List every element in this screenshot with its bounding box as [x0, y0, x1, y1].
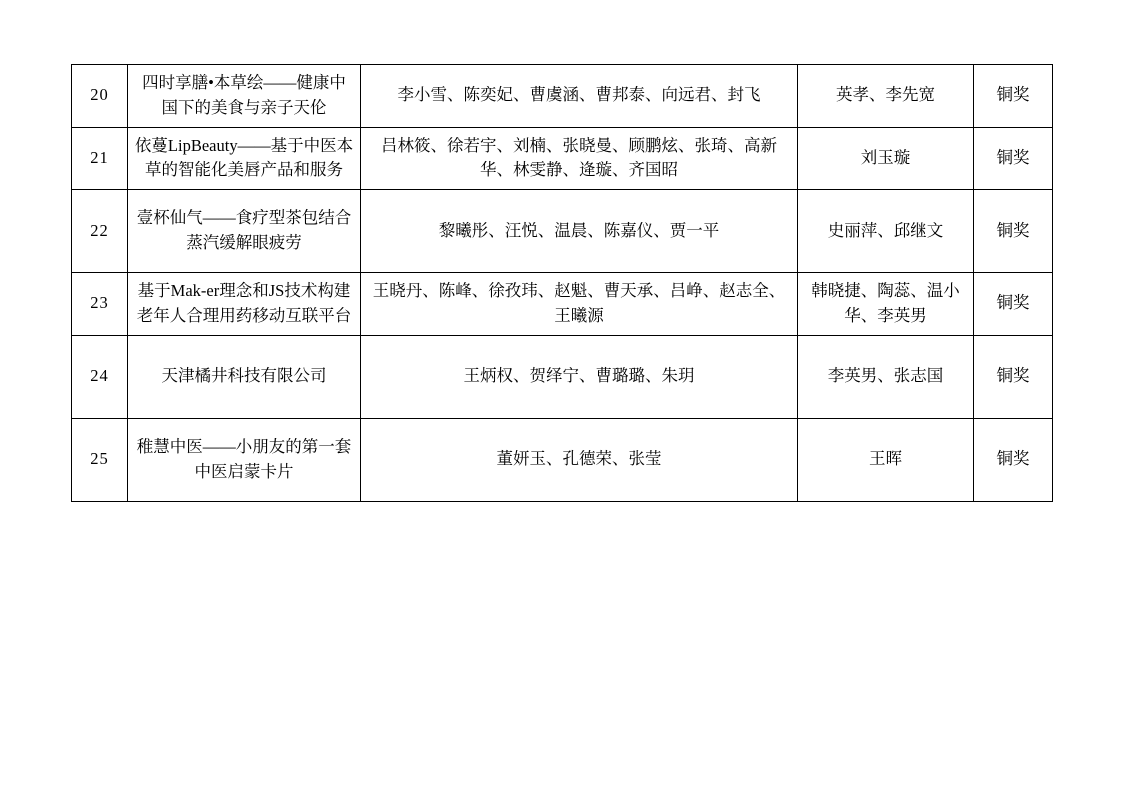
project-name: 基于Mak-er理念和JS技术构建老年人合理用药移动互联平台 [128, 273, 361, 336]
project-name: 四时享膳•本草绘——健康中国下的美食与亲子天伦 [128, 65, 361, 128]
award-table-container [71, 64, 1052, 502]
advisors: 英孝、李先宽 [798, 65, 974, 128]
award-table-body [72, 65, 1053, 502]
table-row [72, 127, 1053, 190]
row-number: 24 [72, 335, 128, 418]
team-members: 王炳权、贺绎宁、曹璐璐、朱玥 [361, 335, 798, 418]
table-row [72, 65, 1053, 128]
row-number: 21 [72, 127, 128, 190]
row-number: 22 [72, 190, 128, 273]
team-members: 黎曦彤、汪悦、温晨、陈嘉仪、贾一平 [361, 190, 798, 273]
project-name: 天津橘井科技有限公司 [128, 335, 361, 418]
award-level: 铜奖 [974, 65, 1053, 128]
award-table [71, 64, 1053, 502]
project-name: 壹杯仙气——食疗型茶包结合蒸汽缓解眼疲劳 [128, 190, 361, 273]
award-level: 铜奖 [974, 418, 1053, 501]
advisors: 刘玉璇 [798, 127, 974, 190]
row-number: 20 [72, 65, 128, 128]
award-level: 铜奖 [974, 127, 1053, 190]
table-row [72, 335, 1053, 418]
advisors: 史丽萍、邱继文 [798, 190, 974, 273]
team-members: 王晓丹、陈峰、徐孜玮、赵魁、曹天承、吕峥、赵志全、王曦源 [361, 273, 798, 336]
advisors: 李英男、张志国 [798, 335, 974, 418]
advisors: 韩晓捷、陶蕊、温小华、李英男 [798, 273, 974, 336]
team-members: 李小雪、陈奕妃、曹虞涵、曹邦泰、向远君、封飞 [361, 65, 798, 128]
table-row [72, 418, 1053, 501]
award-level: 铜奖 [974, 273, 1053, 336]
award-level: 铜奖 [974, 190, 1053, 273]
row-number: 23 [72, 273, 128, 336]
row-number: 25 [72, 418, 128, 501]
project-name: 稚慧中医——小朋友的第一套中医启蒙卡片 [128, 418, 361, 501]
advisors: 王晖 [798, 418, 974, 501]
table-row [72, 190, 1053, 273]
award-level: 铜奖 [974, 335, 1053, 418]
project-name: 依蔓LipBeauty——基于中医本草的智能化美唇产品和服务 [128, 127, 361, 190]
team-members: 董妍玉、孔德荣、张莹 [361, 418, 798, 501]
team-members: 吕林筱、徐若宇、刘楠、张晓曼、顾鹏炫、张琦、高新华、林雯静、逄璇、齐国昭 [361, 127, 798, 190]
table-row [72, 273, 1053, 336]
